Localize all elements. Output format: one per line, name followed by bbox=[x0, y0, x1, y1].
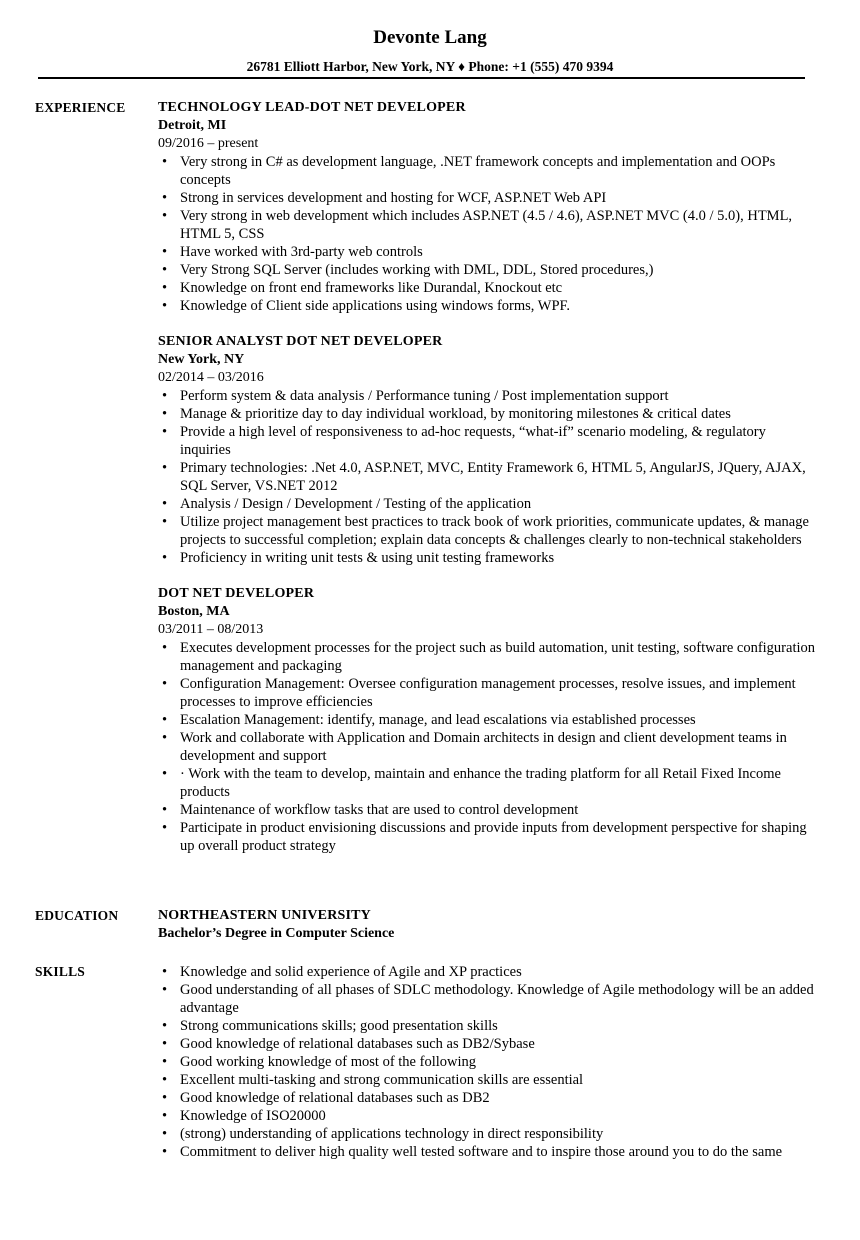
job-title: SENIOR ANALYST DOT NET DEVELOPER bbox=[158, 334, 443, 349]
bullet-text: Perform system & data analysis / Performance tuning / Post implementation support bbox=[180, 388, 669, 404]
list-item bbox=[158, 243, 818, 261]
list-item bbox=[158, 423, 818, 459]
list-item bbox=[158, 1143, 818, 1161]
education-body bbox=[158, 907, 818, 943]
header-divider bbox=[38, 77, 805, 79]
list-item bbox=[158, 819, 818, 855]
job-bullet-list bbox=[158, 639, 818, 855]
bullet-text: Have worked with 3rd-party web controls bbox=[180, 244, 423, 260]
list-item bbox=[158, 549, 818, 567]
list-item bbox=[158, 711, 818, 729]
bullet-icon: • bbox=[162, 460, 168, 476]
bullet-text: Good working knowledge of most of the following bbox=[180, 1054, 477, 1070]
job-title: DOT NET DEVELOPER bbox=[158, 586, 315, 601]
bullet-text: Utilize project management best practices to track book of work priorities, communicate updates, & manage projects to successful completion; explain data concepts & challenges clearly to non-technical stakeholders bbox=[180, 514, 809, 548]
list-item bbox=[158, 765, 818, 801]
bullet-text: Good knowledge of relational databases such as DB2/Sybase bbox=[180, 1036, 535, 1052]
bullet-text: Maintenance of workflow tasks that are used to control development bbox=[180, 802, 579, 818]
bullet-text: Participate in product envisioning discussions and provide inputs from development perspective for shaping up overall product strategy bbox=[180, 820, 807, 854]
bullet-text: Excellent multi-tasking and strong communication skills are essential bbox=[180, 1072, 584, 1088]
list-item bbox=[158, 261, 818, 279]
job-dates: 09/2016 – present bbox=[158, 136, 259, 151]
bullet-icon: • bbox=[162, 640, 168, 656]
bullet-icon: • bbox=[162, 298, 168, 314]
bullet-icon: • bbox=[162, 1090, 168, 1106]
bullet-icon: • bbox=[162, 244, 168, 260]
list-item bbox=[158, 405, 818, 423]
bullet-text: Good understanding of all phases of SDLC methodology. Knowledge of Agile methodology will be an added advantage bbox=[180, 982, 814, 1016]
bullet-text: Knowledge on front end frameworks like Durandal, Knockout etc bbox=[180, 280, 563, 296]
section-label-skills: SKILLS bbox=[35, 964, 85, 979]
skills-body bbox=[158, 963, 818, 1161]
contact-line: 26781 Elliott Harbor, New York, NY ♦ Phone: +1 (555) 470 9394 bbox=[246, 59, 614, 74]
list-item bbox=[158, 801, 818, 819]
bullet-text: Analysis / Design / Development / Testing of the application bbox=[180, 496, 532, 512]
list-item bbox=[158, 1107, 818, 1125]
bullet-text: Commitment to deliver high quality well tested software and to inspire those around you to do the same bbox=[180, 1144, 783, 1160]
job-dates: 02/2014 – 03/2016 bbox=[158, 370, 264, 385]
job-entry bbox=[158, 333, 818, 567]
list-item bbox=[158, 675, 818, 711]
bullet-icon: • bbox=[162, 280, 168, 296]
bullet-text: Provide a high level of responsiveness to ad-hoc requests, “what-if” scenario modeling, & regulatory inquiries bbox=[180, 424, 766, 458]
candidate-name: Devonte Lang bbox=[373, 27, 487, 48]
job-bullet-list bbox=[158, 387, 818, 567]
bullet-text: · Work with the team to develop, maintain and enhance the trading platform for all Retail Fixed Income products bbox=[180, 766, 781, 800]
job-entry bbox=[158, 585, 818, 855]
list-item bbox=[158, 729, 818, 765]
job-dates: 03/2011 – 08/2013 bbox=[158, 622, 264, 637]
bullet-icon: • bbox=[162, 1072, 168, 1088]
list-item bbox=[158, 153, 818, 189]
bullet-text: Work and collaborate with Application and Domain architects in design and client development teams in development and support bbox=[180, 730, 787, 764]
experience-body bbox=[158, 99, 818, 873]
bullet-text: Primary technologies: .Net 4.0, ASP.NET, MVC, Entity Framework 6, HTML 5, AngularJS, JQuery, AJAX, SQL Server, VS.NET 2012 bbox=[180, 460, 806, 494]
job-bullet-list bbox=[158, 153, 818, 315]
job-location: New York, NY bbox=[158, 352, 245, 367]
skills-bullet-list bbox=[158, 963, 818, 1161]
bullet-icon: • bbox=[162, 496, 168, 512]
bullet-text: Strong communications skills; good presentation skills bbox=[180, 1018, 498, 1034]
list-item bbox=[158, 207, 818, 243]
bullet-icon: • bbox=[162, 766, 168, 782]
bullet-text: Very strong in C# as development language, .NET framework concepts and implementation and OOPs concepts bbox=[180, 154, 776, 188]
bullet-icon: • bbox=[162, 154, 168, 170]
bullet-icon: • bbox=[162, 676, 168, 692]
bullet-icon: • bbox=[162, 712, 168, 728]
bullet-icon: • bbox=[162, 1108, 168, 1124]
list-item bbox=[158, 387, 818, 405]
list-item bbox=[158, 1125, 818, 1143]
list-item bbox=[158, 513, 818, 549]
bullet-icon: • bbox=[162, 982, 168, 998]
bullet-icon: • bbox=[162, 964, 168, 980]
bullet-icon: • bbox=[162, 514, 168, 530]
bullet-icon: • bbox=[162, 424, 168, 440]
bullet-icon: • bbox=[162, 1144, 168, 1160]
bullet-icon: • bbox=[162, 802, 168, 818]
bullet-text: Knowledge of ISO20000 bbox=[180, 1108, 326, 1124]
list-item bbox=[158, 495, 818, 513]
bullet-icon: • bbox=[162, 388, 168, 404]
job-title: TECHNOLOGY LEAD-DOT NET DEVELOPER bbox=[158, 100, 466, 115]
bullet-text: Very strong in web development which includes ASP.NET (4.5 / 4.6), ASP.NET MVC (4.0 / 5.0), HTML, HTML 5, CSS bbox=[180, 208, 793, 242]
job-location: Boston, MA bbox=[158, 604, 230, 619]
bullet-text: Knowledge of Client side applications using windows forms, WPF. bbox=[180, 298, 571, 314]
list-item bbox=[158, 1071, 818, 1089]
list-item bbox=[158, 279, 818, 297]
bullet-text: Strong in services development and hosting for WCF, ASP.NET Web API bbox=[180, 190, 607, 206]
bullet-icon: • bbox=[162, 1018, 168, 1034]
section-label-education: EDUCATION bbox=[35, 908, 119, 923]
bullet-text: Good knowledge of relational databases such as DB2 bbox=[180, 1090, 490, 1106]
degree: Bachelor’s Degree in Computer Science bbox=[158, 926, 395, 941]
bullet-text: Manage & prioritize day to day individual workload, by monitoring milestones & critical dates bbox=[180, 406, 731, 422]
bullet-icon: • bbox=[162, 1036, 168, 1052]
list-item bbox=[158, 297, 818, 315]
section-label-experience: EXPERIENCE bbox=[35, 100, 126, 115]
list-item bbox=[158, 963, 818, 981]
bullet-text: Executes development processes for the project such as build automation, unit testing, software configuration management and packaging bbox=[180, 640, 816, 674]
job-location: Detroit, MI bbox=[158, 118, 227, 133]
list-item bbox=[158, 1035, 818, 1053]
bullet-text: (strong) understanding of applications technology in direct responsibility bbox=[180, 1126, 604, 1142]
bullet-text: Proficiency in writing unit tests & using unit testing frameworks bbox=[180, 550, 555, 566]
list-item bbox=[158, 459, 818, 495]
list-item bbox=[158, 189, 818, 207]
bullet-icon: • bbox=[162, 190, 168, 206]
bullet-icon: • bbox=[162, 550, 168, 566]
list-item bbox=[158, 639, 818, 675]
list-item bbox=[158, 981, 818, 1017]
list-item bbox=[158, 1089, 818, 1107]
bullet-icon: • bbox=[162, 406, 168, 422]
list-item bbox=[158, 1053, 818, 1071]
bullet-text: Very Strong SQL Server (includes working with DML, DDL, Stored procedures,) bbox=[180, 262, 654, 278]
resume-header bbox=[0, 26, 860, 76]
bullet-icon: • bbox=[162, 262, 168, 278]
bullet-text: Knowledge and solid experience of Agile and XP practices bbox=[180, 964, 522, 980]
school-name: NORTHEASTERN UNIVERSITY bbox=[158, 908, 371, 923]
bullet-icon: • bbox=[162, 208, 168, 224]
bullet-icon: • bbox=[162, 730, 168, 746]
bullet-text: Escalation Management: identify, manage, and lead escalations via established processes bbox=[180, 712, 696, 728]
bullet-icon: • bbox=[162, 820, 168, 836]
list-item bbox=[158, 1017, 818, 1035]
bullet-text: Configuration Management: Oversee configuration management processes, resolve issues, and implement processes to improve efficiencies bbox=[180, 676, 796, 710]
job-entry bbox=[158, 99, 818, 315]
bullet-icon: • bbox=[162, 1126, 168, 1142]
bullet-icon: • bbox=[162, 1054, 168, 1070]
